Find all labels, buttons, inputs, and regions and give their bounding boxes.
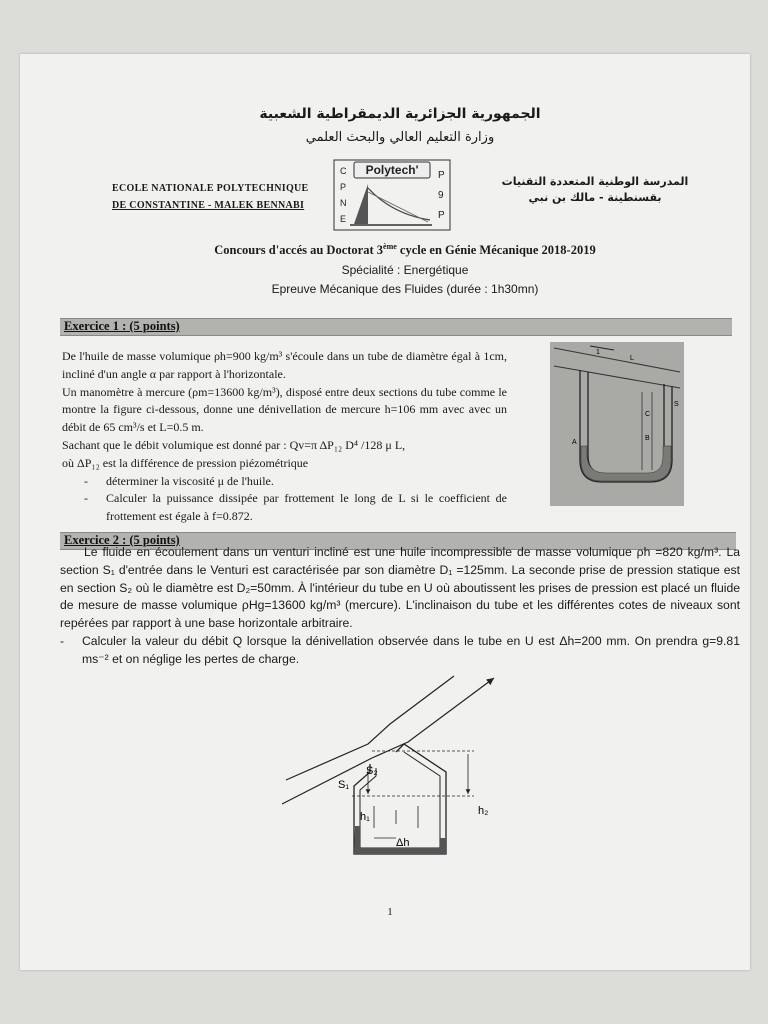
fig2-label-s2: S₂ xyxy=(366,765,378,777)
exercise2-item: - Calculer la valeur du débit Q lorsque la dénivellation observée dans le tube en U est Δh=200 mm. On prendra g=9.81 ms⁻² et on néglige les pertes de charge. xyxy=(60,633,740,669)
logo-letter-c: C xyxy=(340,166,347,176)
fig2-label-h1: h₁ xyxy=(360,811,370,823)
exercise2-text xyxy=(60,544,740,669)
page-number: 1 xyxy=(387,906,393,918)
logo-letter-e: E xyxy=(340,214,347,224)
school-name-ar-line1: المدرسة الوطنية المتعددة التقنيات xyxy=(501,175,689,188)
fig1-label-s: S xyxy=(674,401,679,408)
school-name-fr-line2: DE CONSTANTINE - MALEK BENNABI xyxy=(112,200,305,211)
fig2-label-h2: h₂ xyxy=(478,805,489,817)
school-name-fr xyxy=(112,180,309,214)
exam-title-post: cycle en Génie Mécanique 2018-2019 xyxy=(396,243,596,258)
republic-heading: الجمهورية الجزائرية الديمقراطية الشعبية xyxy=(259,106,541,122)
exam-subject: Epreuve Mécanique des Fluides (durée : 1h30mn) xyxy=(271,282,539,296)
exercise2-para1: Le fluide en écoulement dans un venturi incliné est une huile incompressible de masse volumique ρh =820 kg/m³. La section S₁ d'entrée dans le Venturi est caractérisée par son diamètre D₁ =125mm. La seconde prise de pression statique est en section S₂ où le diamètre est D₂=50mm. À l'intérieur du tube en U où aboutissent les prises de pression est placé un fluide de mesure de masse volumique ρHg=13600 kg/m³ (mercure). L'inclinaison du tube et les différentes cotes de niveaux sont repérées par rapport à une base horizontale arbitraire. xyxy=(60,545,740,631)
exercise1-para2: Un manomètre à mercure (ρm=13600 kg/m³), disposé entre deux sections du tube comme le montre la figure ci-dessous, donne une dénivellation de mercure h=106 mm avec avec un débit de 65 cm³/s et L=0.5 m. xyxy=(62,384,507,435)
logo-letter-right2: 9 xyxy=(438,190,444,201)
exam-title-pre: Concours d'accés au Doctorat 3 xyxy=(214,243,384,258)
school-name-ar-line2: بقسنطينة - مالك بن نبي xyxy=(528,191,662,204)
exercise1-text xyxy=(62,348,507,526)
logo-letter-p: P xyxy=(340,182,347,192)
speciality: Spécialité : Energétique xyxy=(341,263,469,277)
fig2-label-s1: S₁ xyxy=(338,779,350,791)
exercise1-heading: Exercice 1 : (5 points) xyxy=(64,319,180,333)
logo-letter-right3: P xyxy=(438,210,445,221)
exercise1-bullet: - déterminer la viscosité μ de l'huile. xyxy=(106,473,507,491)
exam-sheet xyxy=(20,54,750,970)
exercise1-heading-bar xyxy=(60,318,732,336)
school-name-ar xyxy=(470,174,720,206)
school-name-fr-line1: ECOLE NATIONALE POLYTECHNIQUE xyxy=(112,183,309,194)
fig1-label-l: L xyxy=(630,355,634,362)
exercise1-para1: De l'huile de masse volumique ρh=900 kg/m³ s'écoule dans un tube de diamètre égal à 1cm, incliné d'un angle α par rapport à l'horizontale. xyxy=(62,349,507,381)
manometer-figure xyxy=(550,342,684,506)
fig2-label-dh: Δh xyxy=(396,837,410,849)
ministry-heading: وزارة التعليم العالي والبحث العلمي xyxy=(305,130,495,145)
exercise2-heading: Exercice 2 : (5 points) xyxy=(64,533,180,547)
exercise1-para3: Sachant que le débit volumique est donné par : Qv=π ΔP₁₂ D⁴ /128 μ L, xyxy=(62,437,406,452)
polytech-logo xyxy=(332,158,452,232)
fig1-label-c: C xyxy=(645,411,651,418)
venturi-figure xyxy=(278,668,514,864)
logo-letter-n: N xyxy=(340,198,347,208)
fig1-label-1: 1 xyxy=(596,349,600,356)
exam-title-sup: ème xyxy=(383,242,397,251)
fig1-label-a: A xyxy=(572,439,577,446)
exercise1-bullet: - Calculer la puissance dissipée par frottement le long de L si le coefficient de frottement est égale à f=0.872. xyxy=(106,490,507,526)
exercise1-bullets xyxy=(62,473,507,526)
exam-title xyxy=(170,242,640,258)
logo-letter-right1: P xyxy=(438,170,445,181)
exercise1-para4: où ΔP₁₂ est la différence de pression piézométrique xyxy=(62,455,309,470)
logo-text: Polytech' xyxy=(365,163,419,177)
fig1-label-b: B xyxy=(645,435,650,442)
